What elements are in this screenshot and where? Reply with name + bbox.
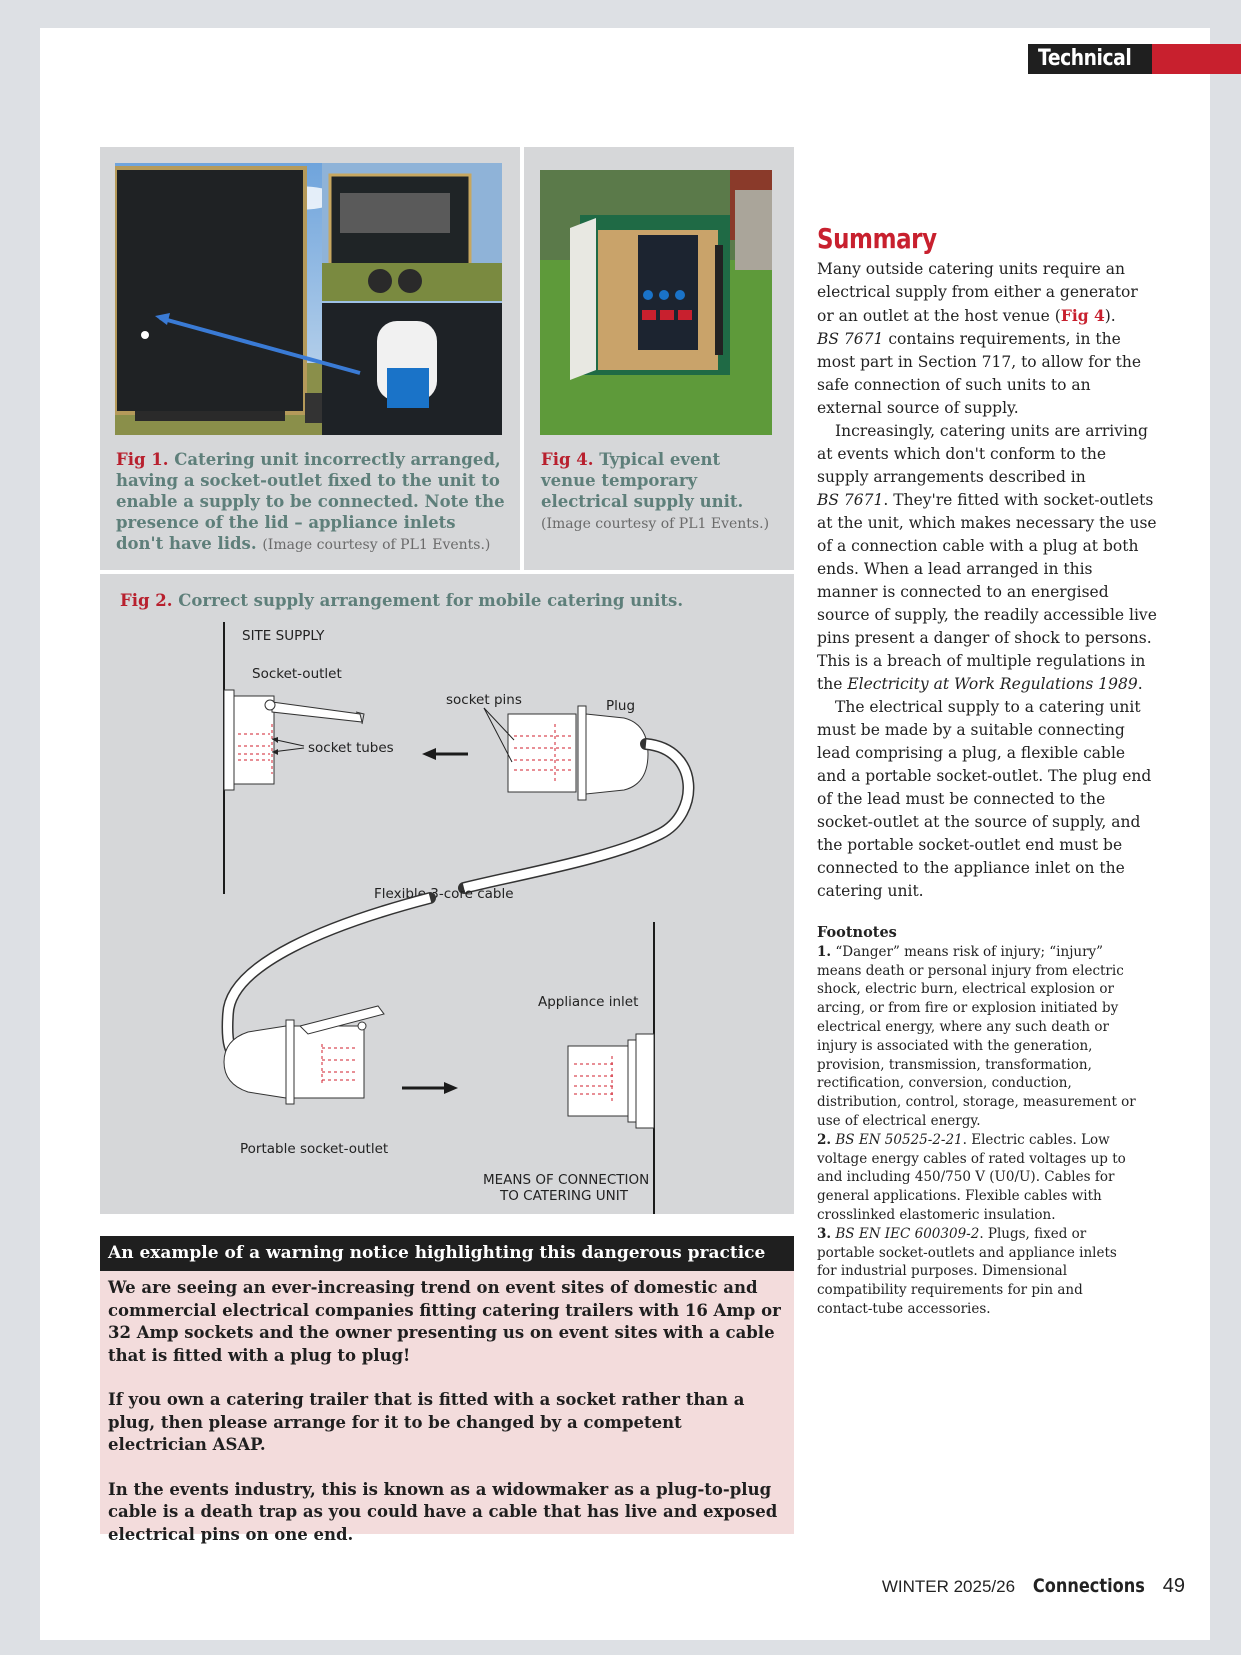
fig4-caption-text: Typical event venue temporary electrical supply unit.: [541, 450, 744, 511]
appliance-inlet-shape: [568, 1034, 654, 1128]
footnote-number: 3.: [817, 1225, 832, 1242]
fig4-number: Fig 4.: [541, 450, 594, 469]
label-site-supply: SITE SUPPLY: [242, 628, 325, 644]
warning-paragraph: In the events industry, this is known as a widowmaker as a plug-to-plug cable is a death trap as you could have a cable that has live and exposed electrical pins on one end.: [108, 1479, 778, 1544]
warning-paragraph: We are seeing an ever-increasing trend on event sites of domestic and commercial electrical companies fitting catering trailers with 16 Amp or 32 Amp sockets and the owner presenting us on event sites with a cable that is fitted with a plug to plug!: [108, 1278, 781, 1365]
label-means-line1: MEANS OF CONNECTION: [483, 1172, 650, 1188]
page-number: 49: [1162, 1575, 1185, 1597]
footnote-1: [817, 943, 1137, 1131]
fig1-caption-text: Catering unit incorrectly arranged, having a socket-outlet fixed to the unit to enable a supply to be connected. Note the presence of the lid – appliance inlets don't have lids.: [116, 450, 505, 553]
fig1-photo: [115, 163, 502, 435]
warning-body: [100, 1271, 794, 1544]
footnotes-title: Footnotes: [817, 924, 897, 941]
footnote-standard: BS EN 50525-2-21: [835, 1131, 963, 1148]
label-socket-outlet: Socket-outlet: [252, 666, 342, 682]
footnote-number: 1.: [817, 943, 832, 960]
standard-reference: BS 7671: [817, 491, 884, 509]
warning-paragraph: If you own a catering trailer that is fitted with a socket rather than a plug, then please arrange for it to be changed by a competent electrician ASAP.: [108, 1390, 745, 1454]
magazine-name: Connections: [1032, 1575, 1145, 1597]
label-means-line2: TO CATERING UNIT: [500, 1188, 628, 1204]
fig2-caption-text: Correct supply arrangement for mobile catering units.: [178, 591, 684, 610]
summary-paragraph-1: [817, 258, 1157, 420]
footnote-number: 2.: [817, 1131, 832, 1148]
plug-shape: [508, 706, 648, 800]
fig4-credit: (Image courtesy of PL1 Events.): [541, 516, 770, 532]
fig4-reference: Fig 4: [1060, 306, 1105, 325]
label-portable-socket-outlet: Portable socket-outlet: [240, 1141, 389, 1157]
footnote-text: . Electric cables. Low voltage energy cables of rated voltages up to and including 450/750 V (U0/U). Cables for general applications. Flexible cables with crosslinked elastomeric insulation.: [817, 1131, 1126, 1223]
label-plug: Plug: [606, 698, 636, 714]
issue-label: WINTER 2025/26: [881, 1577, 1016, 1596]
footnote-2: [817, 1131, 1137, 1225]
summary-text: contains requirements, in the most part in Section 717, to allow for the safe connection of such units to an external source of supply.: [817, 330, 1142, 417]
summary-text: Many outside catering units require an electrical supply from either a generator or an outlet at the host venue (: [817, 260, 1138, 325]
summary-body: [817, 258, 1157, 903]
summary-text: ).: [1104, 307, 1116, 325]
label-flexible-cable: Flexible 3-core cable: [374, 886, 514, 902]
summary-text: .: [1137, 675, 1143, 693]
label-appliance-inlet: Appliance inlet: [538, 994, 639, 1010]
summary-text: . They're fitted with socket-outlets at the unit, which makes necessary the use of a connection cable with a plug at both ends. When a lead arranged in this manner is connected to an energised source of supply, the readily accessible live pins present a danger of shock to persons. This is a breach of multiple regulations in the: [817, 491, 1157, 693]
folio: [882, 1575, 1185, 1598]
summary-heading: Summary: [817, 222, 937, 255]
section-tab-accent: [1152, 44, 1241, 74]
footnote-text: . Plugs, fixed or portable socket-outlets and appliance inlets for industrial purposes. Dimensional compatibility requirements for pin and contact-tube accessories.: [817, 1225, 1117, 1317]
fig1-number: Fig 1.: [116, 450, 169, 469]
warning-heading: An example of a warning notice highlighting this dangerous practice: [100, 1236, 794, 1271]
portable-socket-outlet-shape: [224, 1006, 384, 1104]
summary-text: Increasingly, catering units are arriving at events which don't conform to the supply arrangements described in: [817, 422, 1148, 486]
footnotes: [817, 924, 1137, 1319]
summary-paragraph-3: The electrical supply to a catering unit must be made by a suitable connecting lead comprising a plug, a flexible cable and a portable socket-outlet. The plug end of the lead must be connected to the socket-outlet at the source of supply, and the portable socket-outlet end must be connected to the appliance inlet on the catering unit.: [817, 698, 1152, 900]
footnote-text: “Danger” means risk of injury; “injury” means death or personal injury from electric shock, electric burn, electrical explosion or arcing, or from fire or explosion initiated by electrical energy, where any such death or injury is associated with the generation, provision, transmission, transformation, rectification, conversion, conduction, distribution, control, storage, measurement or use of electrical energy.: [817, 943, 1136, 1129]
fig2-diagram: [100, 574, 794, 1214]
fig1-credit: (Image courtesy of PL1 Events.): [262, 537, 491, 553]
footnote-3: [817, 1225, 1137, 1319]
standard-reference: BS 7671: [817, 330, 884, 348]
fig2-number: Fig 2.: [120, 591, 173, 610]
summary-paragraph-2: [817, 420, 1157, 696]
section-label: Technical: [1038, 46, 1132, 71]
regulation-reference: Electricity at Work Regulations 1989: [847, 675, 1138, 693]
fig1-caption: [116, 449, 506, 556]
fig4-photo: [540, 170, 772, 435]
footnote-standard: BS EN IEC 600309-2: [835, 1225, 980, 1242]
label-socket-pins: socket pins: [446, 692, 522, 708]
label-socket-tubes: socket tubes: [308, 740, 394, 756]
fig4-caption: [541, 449, 771, 535]
